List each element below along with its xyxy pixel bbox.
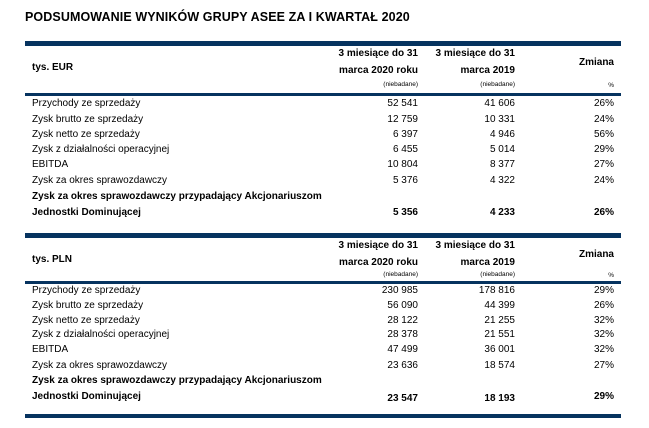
value-change: 32%: [593, 329, 614, 340]
total-value-change: 26%: [593, 206, 614, 218]
value-2019: 5 014: [489, 144, 515, 155]
value-change: 26%: [593, 98, 614, 109]
row-label: Przychody ze sprzedaży: [32, 98, 141, 109]
total-value-2020: 23 547: [387, 393, 418, 404]
value-change: 24%: [593, 113, 614, 125]
col-change-note: %: [608, 272, 614, 279]
unit-label: tys. PLN: [32, 254, 73, 265]
table-row: [25, 142, 621, 157]
total-value-2019: 18 193: [484, 393, 515, 404]
row-label: EBITDA: [32, 344, 69, 355]
value-2019: 4 946: [489, 129, 515, 140]
value-2019: 21 255: [484, 314, 515, 326]
value-2020: 28 378: [387, 329, 418, 340]
table-top-bar: [25, 233, 621, 238]
col-2019-header-line1: 3 miesiące do 31: [435, 240, 515, 251]
row-label: Zysk netto ze sprzedaży: [32, 314, 140, 326]
table-bottom-bar: [25, 414, 621, 418]
row-label: Zysk za okres sprawozdawczy: [32, 360, 168, 371]
value-2020: 6 397: [392, 129, 418, 140]
table-row: [25, 342, 621, 357]
value-2020: 52 541: [387, 98, 418, 109]
total-value-2019: 4 233: [489, 206, 515, 218]
row-label: Zysk netto ze sprzedaży: [32, 129, 140, 140]
col-2019-header-line2: marca 2019: [460, 257, 515, 268]
row-label: Zysk za okres sprawozdawczy: [32, 175, 168, 186]
col-change-header: Zmiana: [578, 57, 614, 68]
table-row: [25, 157, 621, 172]
value-2020: 23 636: [387, 360, 418, 371]
total-row: [25, 205, 621, 220]
value-2020: 6 455: [392, 144, 418, 155]
total-value-change: 29%: [593, 391, 614, 402]
row-label: Zysk z działalności operacyjnej: [32, 144, 170, 155]
col-2019-header-line2: marca 2019: [460, 65, 515, 76]
value-2019: 41 606: [484, 98, 515, 109]
value-change: 26%: [593, 300, 614, 311]
value-change: 27%: [593, 159, 614, 170]
value-change: 32%: [593, 344, 614, 355]
col-2019-header-line1: 3 miesiące do 31: [435, 48, 515, 59]
value-change: 56%: [593, 129, 614, 140]
value-2019: 178 816: [478, 285, 515, 296]
col-change-header: Zmiana: [578, 249, 614, 260]
value-2020: 230 985: [381, 285, 418, 296]
table-row: [25, 298, 621, 313]
value-2020: 12 759: [387, 113, 418, 125]
value-2020: 28 122: [387, 314, 418, 326]
table-row: [25, 313, 621, 328]
row-label: Zysk brutto ze sprzedaży: [32, 113, 144, 125]
col-change-note: %: [608, 82, 614, 89]
value-change: 27%: [593, 360, 614, 371]
value-change: 24%: [593, 175, 614, 186]
value-2020: 10 804: [387, 159, 418, 170]
col-2020-header-line2: marca 2020 roku: [339, 65, 418, 76]
table-row: [25, 283, 621, 298]
value-2019: 21 551: [484, 329, 515, 340]
value-2020: 56 090: [387, 300, 418, 311]
row-label: EBITDA: [32, 159, 69, 170]
value-change: 29%: [593, 285, 614, 296]
table-row: [25, 173, 621, 188]
value-2020: 47 499: [387, 344, 418, 355]
row-label: Zysk brutto ze sprzedaży: [32, 300, 144, 311]
total-row: [25, 389, 621, 404]
value-2019: 10 331: [484, 113, 515, 125]
table-row: [25, 112, 621, 127]
col-2020-note: (niebadane): [383, 271, 418, 278]
value-change: 29%: [593, 144, 614, 155]
col-2020-header-line2: marca 2020 roku: [339, 257, 418, 268]
value-change: 32%: [593, 314, 614, 326]
total-label-line2: Jednostki Dominującej: [32, 206, 141, 218]
table-top-bar: [25, 41, 621, 46]
table-row: [25, 96, 621, 111]
total-row-label-line1: [25, 373, 621, 388]
col-2020-header-line1: 3 miesiące do 31: [338, 48, 418, 59]
total-label-line1: Zysk za okres sprawozdawczy przypadający Akcjonariuszom: [32, 190, 322, 202]
value-2019: 18 574: [484, 360, 515, 371]
report-title: PODSUMOWANIE WYNIKÓW GRUPY ASEE ZA I KWARTAŁ 2020: [25, 10, 410, 24]
col-2020-note: (niebadane): [383, 81, 418, 88]
col-2019-note: (niebadane): [480, 271, 515, 278]
total-value-2020: 5 356: [392, 206, 418, 218]
table-row: [25, 358, 621, 373]
table-row: [25, 327, 621, 342]
total-label-line2: Jednostki Dominującej: [32, 391, 141, 402]
col-2019-note: (niebadane): [480, 81, 515, 88]
col-2020-header-line1: 3 miesiące do 31: [338, 240, 418, 251]
total-row-label-line1: [25, 189, 621, 204]
value-2019: 8 377: [489, 159, 515, 170]
pln-summary-table: [25, 233, 621, 423]
row-label: Przychody ze sprzedaży: [32, 285, 141, 296]
unit-label: tys. EUR: [32, 62, 74, 73]
value-2019: 44 399: [484, 300, 515, 311]
total-label-line1: Zysk za okres sprawozdawczy przypadający Akcjonariuszom: [32, 375, 322, 386]
value-2019: 36 001: [484, 344, 515, 355]
value-2019: 4 322: [489, 175, 515, 186]
value-2020: 5 376: [392, 175, 418, 186]
table-row: [25, 127, 621, 142]
eur-summary-table: [25, 41, 621, 221]
row-label: Zysk z działalności operacyjnej: [32, 329, 170, 340]
